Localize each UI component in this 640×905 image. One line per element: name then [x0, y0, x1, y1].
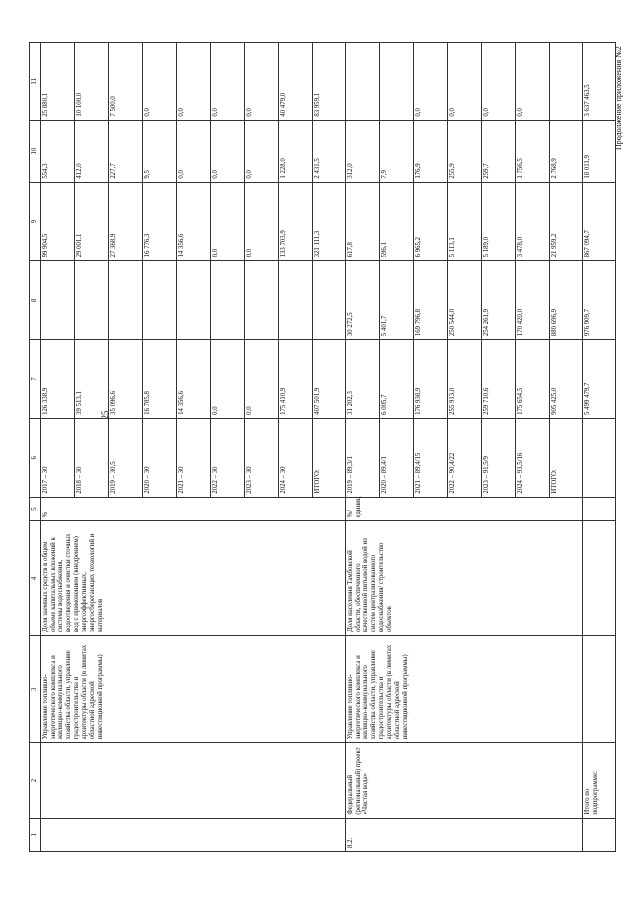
amount-cell: 255 913,0 [447, 340, 481, 419]
amount-cell [108, 261, 142, 340]
grand-total-row [582, 43, 615, 852]
amount-cell: 14 356,6 [176, 182, 210, 261]
amount-cell: 30 272,5 [345, 261, 379, 340]
year-value-cell: 2024 – 93,5/16 [515, 418, 549, 497]
unit-cell: % [40, 497, 345, 521]
year-value-cell: 2023 – 91,5/9 [481, 418, 515, 497]
header-cell: 2 [30, 743, 41, 818]
amount-cell [176, 261, 210, 340]
amount-cell: 133 703,9 [278, 182, 312, 261]
amount-cell: 169 796,8 [413, 261, 447, 340]
amount-cell: 0,0 [413, 43, 447, 121]
amount-cell: 83 959,1 [312, 43, 345, 121]
amount-cell: 312,0 [345, 120, 379, 182]
year-value-cell: 2022 – 30 [210, 418, 244, 497]
amount-cell: 5 499 479,7 [582, 340, 615, 419]
amount-cell: 25 880,1 [40, 43, 74, 121]
amount-cell: 0,0 [176, 120, 210, 182]
empty-cell [582, 521, 615, 636]
project-name-cell [40, 743, 345, 818]
amount-cell: 259,7 [481, 120, 515, 182]
amount-cell: 7,9 [379, 120, 413, 182]
program-table [29, 42, 616, 852]
amount-cell: 0,0 [210, 340, 244, 419]
amount-cell: 0,0 [142, 43, 176, 121]
amount-cell: 21 959,2 [549, 182, 582, 261]
header-cell: 6 [30, 418, 41, 497]
amount-cell [244, 261, 278, 340]
header-cell: 10 [30, 120, 41, 182]
year-value-cell: 2018 – 30 [74, 418, 108, 497]
amount-cell: 0,0 [244, 120, 278, 182]
amount-cell: 39 513,1 [74, 340, 108, 419]
year-value-cell: 2021 – 89,4/15 [413, 418, 447, 497]
year-value-cell: 2022 – 90,4/22 [447, 418, 481, 497]
amount-cell: 40 479,0 [278, 43, 312, 121]
amount-cell: 16 785,8 [142, 340, 176, 419]
amount-cell [312, 261, 345, 340]
executor-cell: Управление топливно-энергетического комплекса и жилищно-коммунального хозяйства области, управление градостроительства и архитектуры области (в лимитах областной адресной инвестиционной программы) [40, 636, 345, 743]
continuation-note: Продолжение приложения №2 [614, 46, 623, 150]
amount-cell: 259 710,6 [481, 340, 515, 419]
amount-cell: 554,3 [40, 120, 74, 182]
project-name-cell: Федеральный (региональный) проект «Чистая вода» [345, 743, 582, 818]
amount-cell: 880 696,9 [549, 261, 582, 340]
amount-cell: 35 096,6 [108, 340, 142, 419]
amount-cell: 1 228,0 [278, 120, 312, 182]
header-cell: 3 [30, 636, 41, 743]
amount-cell: 18 011,9 [582, 120, 615, 182]
amount-cell: 0,0 [210, 182, 244, 261]
amount-cell: 99 904,5 [40, 182, 74, 261]
indicator-cell: Доля населения Тамбовской области, обеспеченного качественной питьевой водой из систем централизованного водоснабжения/ строительство объектов [345, 521, 582, 636]
unit-cell: %/единиц [345, 497, 582, 521]
row-number-cell [40, 818, 345, 851]
amount-cell: 5 189,0 [481, 182, 515, 261]
amount-cell: 170 420,0 [515, 261, 549, 340]
amount-cell: 321 111,3 [312, 182, 345, 261]
amount-cell: 176,9 [413, 120, 447, 182]
amount-cell [142, 261, 176, 340]
amount-cell: 5 401,7 [379, 261, 413, 340]
amount-cell [210, 261, 244, 340]
amount-cell: 175 410,9 [278, 340, 312, 419]
year-value-cell: 2021 – 30 [176, 418, 210, 497]
amount-cell: 31 202,3 [345, 340, 379, 419]
amount-cell: 176 938,9 [413, 340, 447, 419]
amount-cell: 10 100,0 [74, 43, 108, 121]
page-number: 25 [100, 410, 110, 420]
amount-cell: 412,0 [74, 120, 108, 182]
amount-cell: 227,7 [108, 120, 142, 182]
year-value-cell: 2019 – 89,3/1 [345, 418, 379, 497]
header-cell: 11 [30, 43, 41, 121]
header-cell: 1 [30, 818, 41, 851]
amount-cell: 5 113,1 [447, 182, 481, 261]
amount-cell: 0,0 [244, 182, 278, 261]
year-value-cell: 2023 – 30 [244, 418, 278, 497]
indicator-cell: Доля заемных средств в общем объеме капитальных вложений в системы водоснабжения, водоотведения и очистки сточных вод с применением (внедрением) энергоэффективных, энергосберегающих технологий и материалов [40, 521, 345, 636]
header-cell: 5 [30, 497, 41, 521]
executor-cell: Управление топливно-энергетического комплекса и жилищно-коммунального хозяйства области, управление градостроительства и архитектуры области (в лимитах областной адресной инвестиционной программы) [345, 636, 582, 743]
amount-cell: 250 544,0 [447, 261, 481, 340]
row-number-cell [582, 818, 615, 851]
header-row [30, 43, 41, 852]
header-cell: 9 [30, 182, 41, 261]
amount-cell: 2 431,5 [312, 120, 345, 182]
amount-cell [74, 261, 108, 340]
amount-cell: 0,0 [210, 120, 244, 182]
amount-cell: 126 338,9 [40, 340, 74, 419]
year-value-cell: 2024 – 30 [278, 418, 312, 497]
amount-cell [40, 261, 74, 340]
amount-cell: 617,8 [345, 182, 379, 261]
amount-cell [345, 43, 379, 121]
amount-cell: 7 500,0 [108, 43, 142, 121]
amount-cell [278, 261, 312, 340]
amount-cell: 255,9 [447, 120, 481, 182]
amount-cell: 0,0 [176, 43, 210, 121]
amount-cell: 9,5 [142, 120, 176, 182]
empty-cell [582, 636, 615, 743]
amount-cell: 0,0 [244, 43, 278, 121]
amount-cell: 3 637 463,5 [582, 43, 615, 121]
amount-cell [549, 43, 582, 121]
amount-cell: 0,0 [447, 43, 481, 121]
empty-cell [582, 497, 615, 521]
rotated-table-wrapper [29, 42, 616, 852]
amount-cell: 1 756,5 [515, 120, 549, 182]
grand-total-label: Итого по подпрограмме: [582, 743, 615, 818]
amount-cell: 0,0 [515, 43, 549, 121]
total-label-cell: ИТОГО: [312, 418, 345, 497]
amount-cell: 14 356,6 [176, 340, 210, 419]
table-row [40, 43, 74, 852]
amount-cell: 175 654,5 [515, 340, 549, 419]
amount-cell: 29 001,1 [74, 182, 108, 261]
header-cell: 8 [30, 261, 41, 340]
total-label-cell: ИТОГО: [549, 418, 582, 497]
amount-cell: 867 094,7 [582, 182, 615, 261]
amount-cell: 0,0 [210, 43, 244, 121]
amount-cell: 6 005,7 [379, 340, 413, 419]
amount-cell: 254 261,9 [481, 261, 515, 340]
header-cell: 7 [30, 340, 41, 419]
amount-cell [379, 43, 413, 121]
year-value-cell: 2020 – 30 [142, 418, 176, 497]
empty-cell [582, 418, 615, 497]
amount-cell: 27 368,9 [108, 182, 142, 261]
amount-cell: 16 776,3 [142, 182, 176, 261]
header-cell: 4 [30, 521, 41, 636]
row-number-cell: 8.2. [345, 818, 582, 851]
amount-cell: 596,1 [379, 182, 413, 261]
table-row [345, 43, 379, 852]
year-value-cell: 2017 – 30 [40, 418, 74, 497]
amount-cell: 407 501,9 [312, 340, 345, 419]
amount-cell: 0,0 [244, 340, 278, 419]
year-value-cell: 2019 – 30,5 [108, 418, 142, 497]
amount-cell: 0,0 [481, 43, 515, 121]
amount-cell: 905 425,0 [549, 340, 582, 419]
amount-cell: 3 478,0 [515, 182, 549, 261]
year-value-cell: 2020 – 89,4/1 [379, 418, 413, 497]
amount-cell: 2 768,9 [549, 120, 582, 182]
amount-cell: 976 909,7 [582, 261, 615, 340]
amount-cell: 6 965,2 [413, 182, 447, 261]
